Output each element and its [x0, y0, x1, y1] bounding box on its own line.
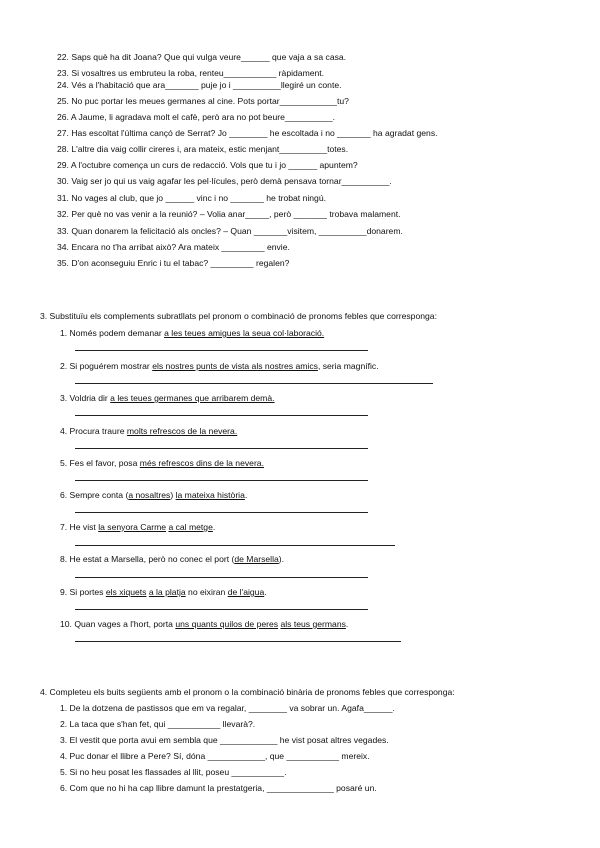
section-4-title: 4. Completeu els buits següents amb el pronom o la combinació binària de pronoms febles que corresponga:: [40, 687, 455, 697]
substitution-item-4: [60, 426, 237, 437]
underlined-complement: la senyora Carme: [98, 522, 167, 532]
sentence-text: .: [264, 587, 267, 597]
sentence-text: 2. Si poguérem mostrar: [60, 361, 153, 371]
underlined-complement: a cal metge: [168, 522, 213, 532]
sentence-text: 3. Voldria dir: [60, 393, 111, 403]
answer-line-7[interactable]: [75, 545, 395, 546]
exercise-item-30: 30. Vaig ser jo qui us vaig agafar les pel·lícules, però demà pensava tornar__________.: [57, 176, 392, 186]
exercise-item-22: 22. Saps què ha dit Joana? Que qui vulga veure______ que vaja a sa casa.: [57, 52, 347, 62]
answer-line-10[interactable]: [75, 641, 401, 642]
completion-item-1: 1. De la dotzena de pastissos que em va regalar, ________ va sobrar un. Agafa______.: [60, 703, 395, 713]
underlined-complement: a les teues amigues la seua col·laboració.: [164, 328, 325, 338]
exercise-item-35: 35. D'on aconseguiu Enric i tu el tabac? _________ regalen?: [57, 258, 290, 268]
underlined-complement: a nosaltres: [128, 490, 171, 500]
underlined-complement: als teus germans: [280, 619, 346, 629]
substitution-item-1: [60, 328, 324, 339]
substitution-item-6: [60, 490, 247, 501]
substitution-item-9: [60, 587, 267, 598]
section-3-title: 3. Substituïu els complements subratllats pel pronom o combinació de pronoms febles que corresponga:: [40, 311, 437, 321]
sentence-text: 4. Procura traure: [60, 426, 127, 436]
substitution-item-8: [60, 554, 284, 565]
substitution-item-2: [60, 361, 379, 372]
completion-item-5: 5. Si no heu posat les flassades al llit, poseu ___________.: [60, 767, 287, 777]
answer-line-4[interactable]: [75, 448, 368, 449]
substitution-item-3: [60, 393, 275, 404]
underlined-complement: més refrescos dins de la nevera.: [139, 458, 264, 468]
completion-item-6: 6. Com que no hi ha cap llibre damunt la prestatgeria, ______________ posaré un.: [60, 783, 377, 793]
sentence-text: 1. Només podem demanar: [60, 328, 165, 338]
exercise-item-24: 24. Vés a l'habitació que ara_______ puje jo i __________llegiré un conte.: [57, 80, 342, 90]
underlined-complement: de l'aigua: [227, 587, 265, 597]
exercise-item-28: 28. L'altre dia vaig collir cireres i, ara mateix, estic menjant__________totes.: [57, 144, 349, 154]
substitution-item-7: [60, 522, 215, 533]
exercise-item-27: 27. Has escoltat l'última cançó de Serrat? Jo ________ he escoltada i no _______ ha agradat gens.: [57, 128, 438, 138]
underlined-complement: a les teues germanes que arribarem demà.: [110, 393, 275, 403]
exercise-item-29: 29. A l'octubre comença un curs de redacció. Vols que tu i jo ______ apuntem?: [57, 160, 358, 170]
exercise-item-25: 25. No puc portar les meues germanes al cine. Pots portar____________tu?: [57, 96, 349, 106]
answer-line-6[interactable]: [75, 512, 368, 513]
completion-item-4: 4. Puc donar el llibre a Pere? Sí, dóna ____________, que ___________ mereix.: [60, 751, 370, 761]
answer-line-3[interactable]: [75, 415, 368, 416]
underlined-complement: a la platja: [148, 587, 186, 597]
sentence-text: 9. Si portes: [60, 587, 106, 597]
answer-line-1[interactable]: [75, 350, 368, 351]
exercise-item-31: 31. No vages al club, que jo ______ vinc i no _______ he trobat ningú.: [57, 193, 326, 203]
sentence-text: , seria magnífic.: [317, 361, 379, 371]
completion-item-3: 3. El vestit que porta avui em sembla que ____________ he vist posat altres vegades.: [60, 735, 389, 745]
underlined-complement: de Marsella: [234, 554, 279, 564]
underlined-complement: els nostres punts de vista als nostres amics: [152, 361, 318, 371]
underlined-complement: uns quants quilos de peres: [175, 619, 279, 629]
exercise-item-33: 33. Quan donarem la felicitació als oncles? – Quan _______visitem, __________donarem.: [57, 226, 403, 236]
sentence-text: 8. He estat a Marsella, però no conec el port (: [60, 554, 235, 564]
exercise-item-32: 32. Per què no vas venir a la reunió? – Volia anar_____, però _______ trobava malament.: [57, 209, 401, 219]
answer-line-2[interactable]: [75, 383, 433, 384]
sentence-text: ): [170, 490, 176, 500]
substitution-item-5: [60, 458, 264, 469]
substitution-item-10: [60, 619, 348, 630]
sentence-text: ).: [278, 554, 285, 564]
answer-line-5[interactable]: [75, 480, 368, 481]
sentence-text: 6. Sempre conta (: [60, 490, 129, 500]
underlined-complement: els xiquets: [105, 587, 147, 597]
exercise-item-23: 23. Si vosaltres us embruteu la roba, renteu___________ ràpidament.: [57, 68, 325, 78]
underlined-complement: molts refrescos de la nevera.: [126, 426, 238, 436]
sentence-text: .: [345, 619, 349, 629]
sentence-text: no eixiran: [185, 587, 228, 597]
sentence-text: 10. Quan vages a l'hort, porta: [60, 619, 176, 629]
sentence-text: 7. He vist: [60, 522, 99, 532]
exercise-item-26: 26. A Jaume, li agradava molt el cafè, però ara no pot beure__________.: [57, 112, 336, 122]
sentence-text: .: [212, 522, 216, 532]
answer-line-8[interactable]: [75, 577, 368, 578]
sentence-text: .: [244, 490, 248, 500]
completion-item-2: 2. La taca que s'han fet, qui ___________ llevarà?.: [60, 719, 256, 729]
sentence-text: 5. Fes el favor, posa: [60, 458, 140, 468]
answer-line-9[interactable]: [75, 609, 368, 610]
exercise-item-34: 34. Encara no t'ha arribat això? Ara mateix _________ envie.: [57, 242, 290, 252]
underlined-complement: la mateixa història: [175, 490, 245, 500]
